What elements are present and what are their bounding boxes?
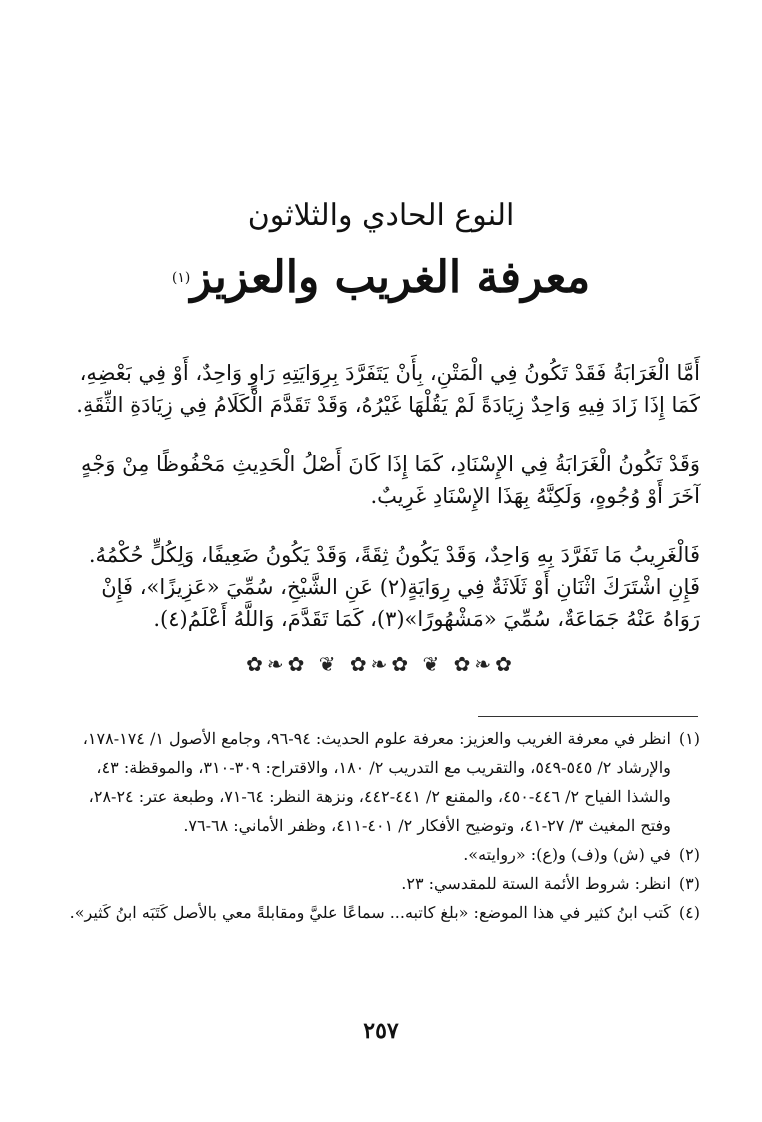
footnote-item (60, 840, 700, 869)
footnote-text: كَتب ابنُ كثير في هذا الموضع: «بلغ كاتبه... سماعًا عليَّ ومقابلةً معي بالأصل كَتَبَه ابنُ كَثير». (69, 903, 671, 922)
ornament-divider: ✿❧✿ ❦ ✿❧✿ ❦ ✿❧✿ (246, 652, 516, 676)
paragraph-gharib-aziz: فَالْغَرِيبُ مَا تَفَرَّدَ بِهِ وَاحِدٌ، وَقَدْ يَكُونُ ثِقَةً، وَقَدْ يَكُونُ ضَعِيفًا، وَلِكُلٍّ حُكْمُهُ. فَإِنِ اشْتَرَكَ اثْنَانِ أَوْ ثَلَاثَةٌ فِي رِوَايَةٍ(٢) عَنِ الشَّيْخِ، سُمِّيَ «عَزِيزًا»، فَإِنْ رَوَاهُ عَنْهُ جَمَاعَةٌ، سُمِّيَ «مَشْهُورًا»(٣)، كَمَا تَقَدَّمَ، وَاللَّهُ أَعْلَمُ(٤). (88, 543, 700, 631)
footnote-number: (٣) (678, 874, 700, 893)
footnote-number: (٢) (678, 845, 700, 864)
footnote-item (60, 898, 700, 927)
footnote-item (60, 724, 700, 840)
page-number: ٢٥٧ (363, 1018, 399, 1044)
footnote-number: (١) (678, 729, 700, 748)
footnote-rule (478, 716, 698, 717)
chapter-title-text: معرفة الغريب والعزيز (190, 252, 591, 303)
chapter-kicker: النوع الحادي والثلاثون (247, 198, 515, 233)
chapter-title (0, 250, 762, 306)
footnote-text: انظر في معرفة الغريب والعزيز: معرفة علوم الحديث: ٩٤-٩٦، وجامع الأصول ١/ ١٧٤-١٧٨، والإرشاد ٢/ ٥٤٥-٥٤٩، والتقريب مع التدريب ٢/ ١٨٠، والاقتراح: ٣٠٩-٣١٠، والموقظة: ٤٣، والشذا الفياح ٢/ ٤٤٦-٤٥٠، والمقنع ٢/ ٤٤١-٤٤٢، ونزهة النظر: ٦٤-٧١، وطبعة عتر: ٢٤-٢٨، وفتح المغيث ٣/ ٢٧-٤١، وتوضيح الأفكار ٢/ ٤٠١-٤١١، وظفر الأماني: ٦٨-٧٦. (82, 729, 671, 835)
chapter-title-note: (١) (171, 270, 191, 286)
paragraph-gharaba-isnad: وَقَدْ تَكُونُ الْغَرَابَةُ فِي الإِسْنَادِ، كَمَا إِذَا كَانَ أَصْلُ الْحَدِيثِ مَحْفُوظًا مِنْ وَجْهٍ آخَرَ أَوْ وُجُوهٍ، وَلَكِنَّهُ بِهَذَا الإِسْنَادِ غَرِيبٌ. (81, 452, 700, 508)
paragraph-gharaba-matn: أَمَّا الْغَرَابَةُ فَقَدْ تَكُونُ فِي الْمَتْنِ، بِأَنْ يَتَفَرَّدَ بِرِوَايَتِهِ رَاوٍ وَاحِدٌ، أَوْ فِي بَعْضِهِ، كَمَا إِذَا زَادَ فِيهِ وَاحِدٌ زِيَادَةً لَمْ يَقُلْهَا غَيْرُهُ، وَقَدْ تَقَدَّمَ الْكَلَامُ فِي زِيَادَةِ الثِّقَةِ. (76, 361, 700, 417)
footnote-item (60, 869, 700, 898)
footnote-number: (٤) (678, 903, 700, 922)
footnote-text: انظر: شروط الأئمة الستة للمقدسي: ٢٣. (401, 874, 671, 893)
footnotes (60, 724, 700, 927)
footnote-text: في (ش) و(ف) و(ع): «روايته». (463, 845, 671, 864)
